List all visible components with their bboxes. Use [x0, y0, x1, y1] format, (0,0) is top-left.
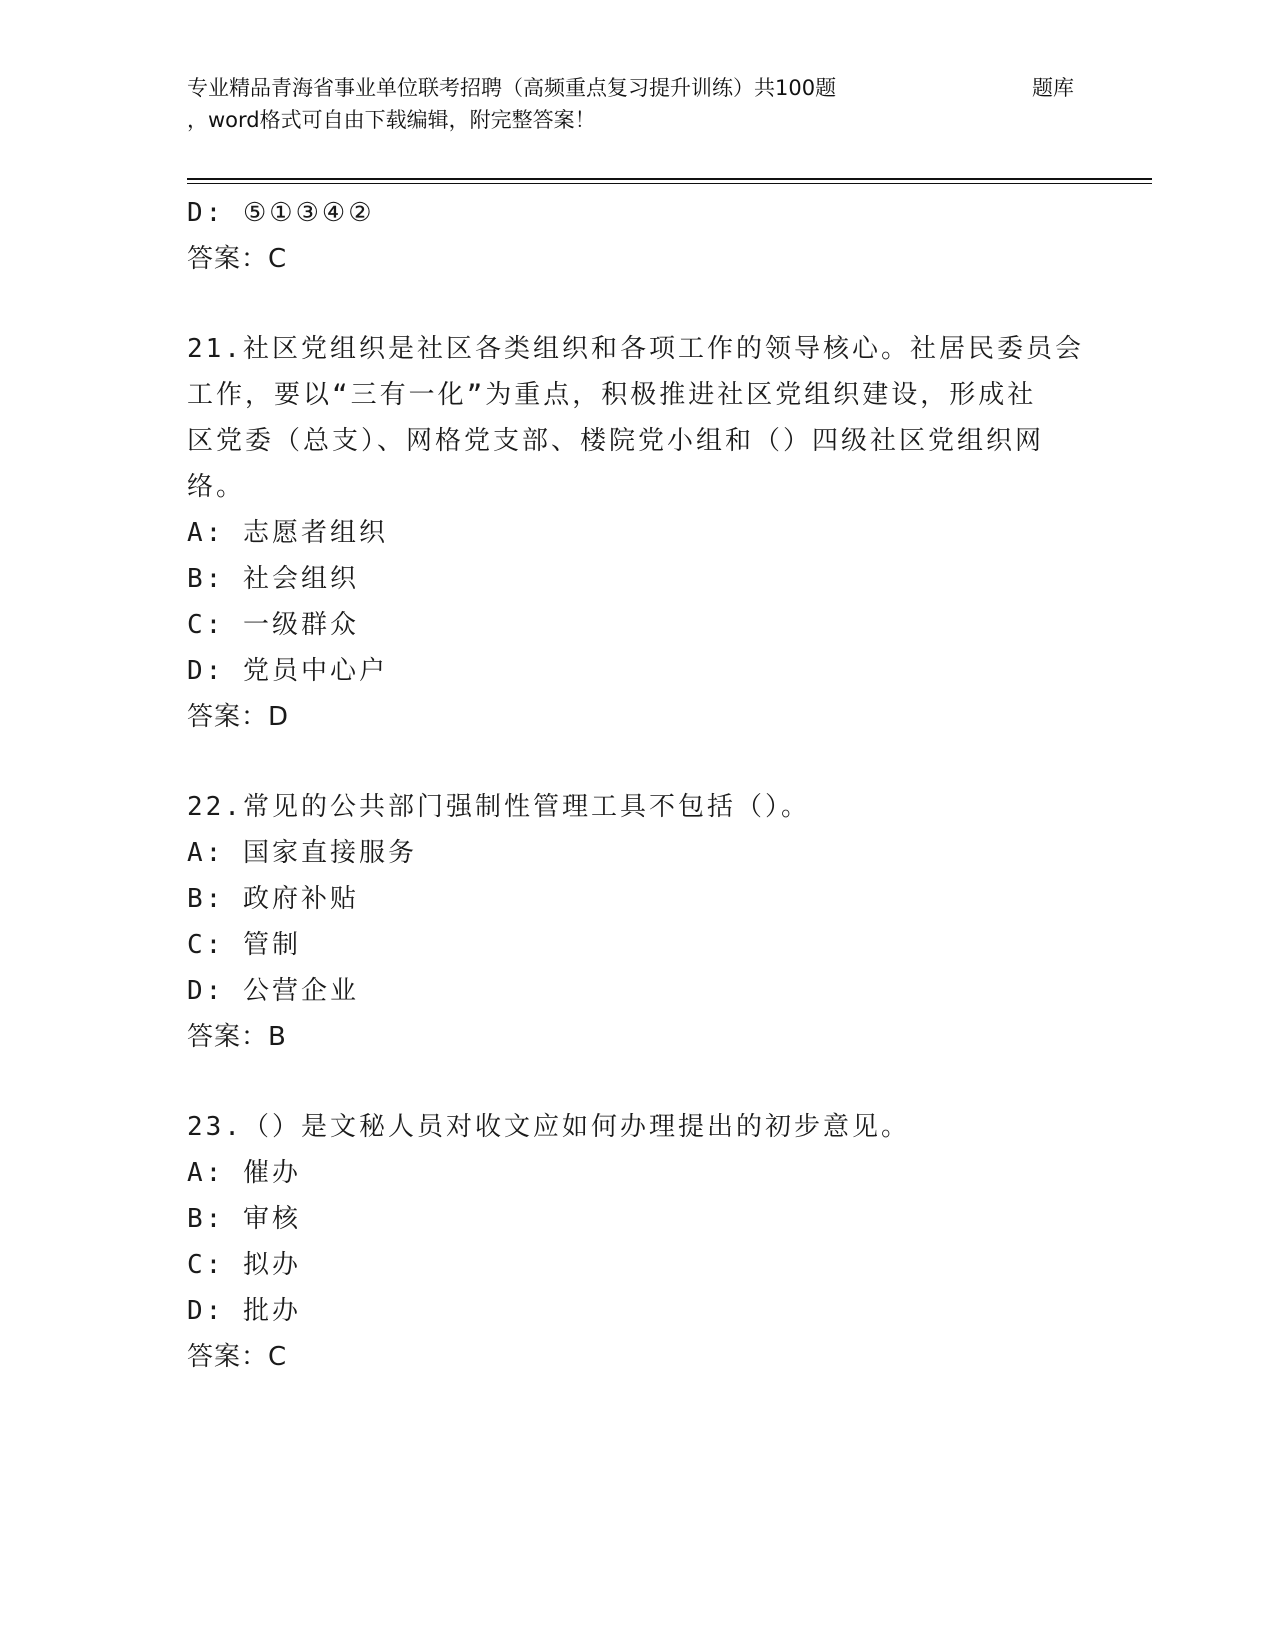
block-spacer	[187, 282, 1087, 326]
question-line: 工作，要以“三有一化”为重点，积极推进社区党组织建设，形成社	[187, 380, 1037, 410]
question-line: 络。	[187, 472, 246, 502]
option-a: A: 催办	[187, 1158, 301, 1188]
question-line: 区党委（总支）、网格党支部、楼院党小组和（）四级社区党组织网	[187, 426, 1045, 456]
option-b: B: 审核	[187, 1204, 301, 1234]
question-block-23	[187, 1104, 1087, 1380]
question-line: 23.（）是文秘人员对收文应如何办理提出的初步意见。	[187, 1112, 910, 1142]
option-c: C: 管制	[187, 930, 301, 960]
header-rule-thick	[187, 178, 1152, 180]
question-block-21	[187, 326, 1087, 740]
prev-option-d: D: ⑤①③④②	[187, 198, 375, 228]
option-c: C: 拟办	[187, 1250, 301, 1280]
option-d: D: 公营企业	[187, 976, 359, 1006]
question-line: 21.社区党组织是社区各类组织和各项工作的领导核心。社居民委员会	[187, 334, 1084, 364]
header-title: 专业精品青海省事业单位联考招聘（高频重点复习提升训练）共100题	[187, 76, 837, 100]
header-subtitle: ，word格式可自由下载编辑，附完整答案！	[187, 108, 596, 132]
answer: 答案：C	[187, 1342, 288, 1372]
header-line-1	[187, 72, 1087, 104]
question-block-22	[187, 784, 1087, 1060]
option-d: D: 党员中心户	[187, 656, 388, 686]
question-line: 22.常见的公共部门强制性管理工具不包括（）。	[187, 792, 810, 822]
page-header	[187, 72, 1087, 136]
option-a: A: 国家直接服务	[187, 838, 417, 868]
header-rule-thin	[187, 183, 1152, 184]
option-a: A: 志愿者组织	[187, 518, 388, 548]
option-c: C: 一级群众	[187, 610, 359, 640]
header-tag: 题库	[1032, 76, 1074, 100]
block-spacer	[187, 1060, 1087, 1104]
answer: 答案：D	[187, 702, 290, 732]
prev-answer: 答案：C	[187, 244, 288, 274]
document-body	[187, 190, 1087, 1380]
option-d: D: 批办	[187, 1296, 301, 1326]
option-b: B: 政府补贴	[187, 884, 359, 914]
option-b: B: 社会组织	[187, 564, 359, 594]
block-spacer	[187, 740, 1087, 784]
answer: 答案：B	[187, 1022, 287, 1052]
